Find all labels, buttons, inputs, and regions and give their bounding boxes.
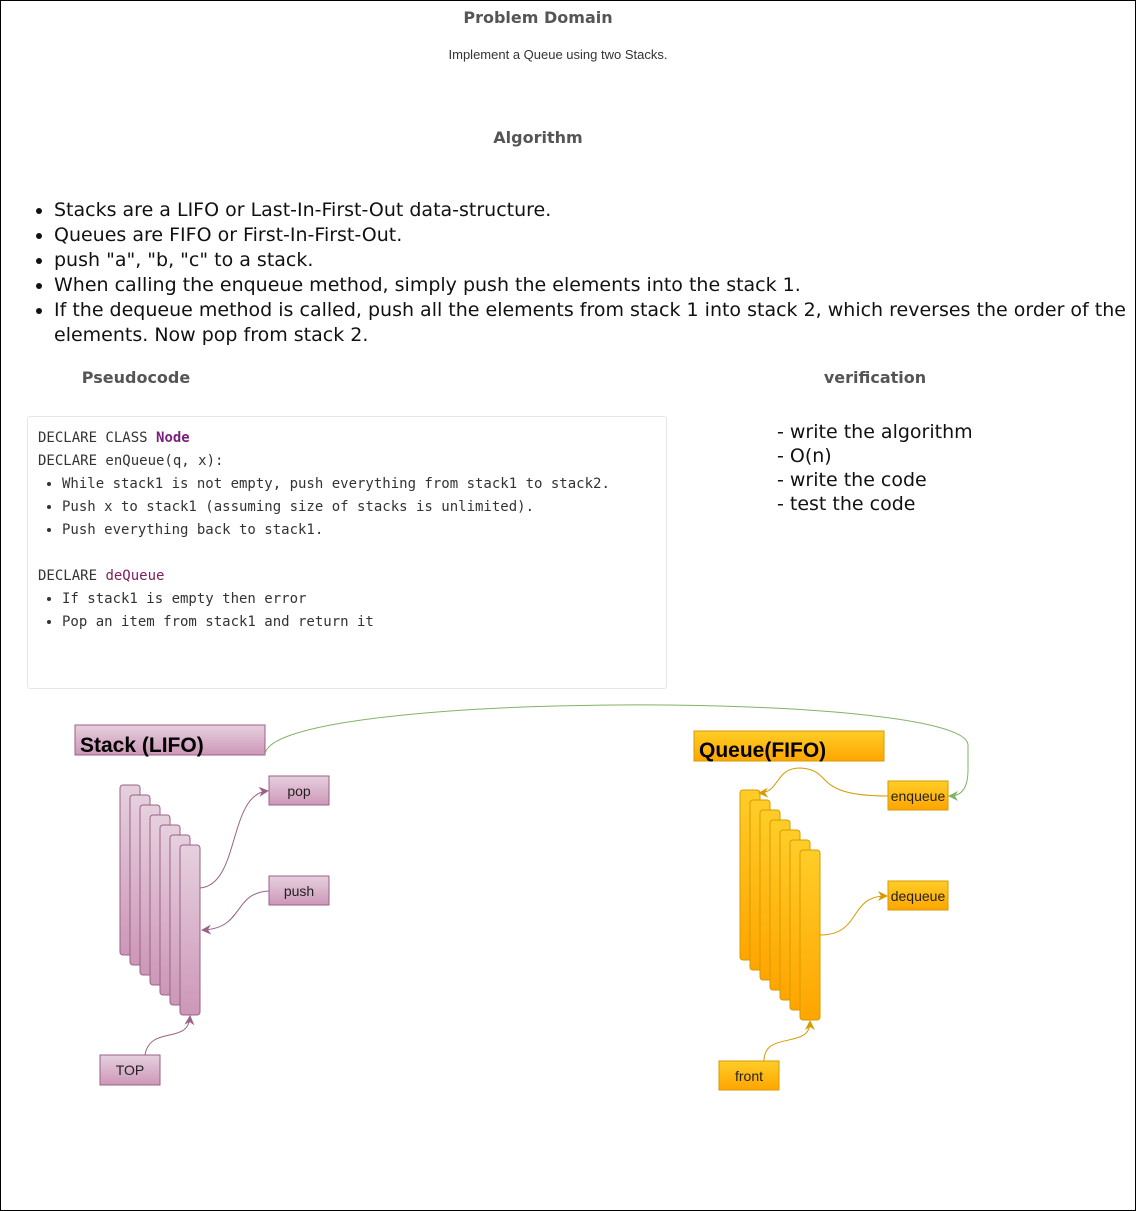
verification-item: - write the algorithm (777, 421, 973, 443)
push-arrow (203, 891, 269, 930)
queue-bar (800, 850, 820, 1020)
code-step: • While stack1 is not empty, push everything from stack1 to stack2. (62, 473, 656, 496)
problem-domain-heading: Problem Domain (463, 8, 613, 27)
pseudocode-heading: Pseudocode (81, 368, 191, 387)
algorithm-item: • push "a", "b, "c" to a stack. (54, 248, 1134, 273)
code-line: DECLARE enQueue(q, x): (38, 453, 224, 469)
top-arrow (145, 1017, 190, 1055)
algorithm-item: • If the dequeue method is called, push all the elements from stack 1 into stack 2, which reverses the order of the elements. Now pop from stack 2. (54, 298, 1134, 348)
verification-item: - O(n) (777, 445, 832, 467)
dequeue-label: dequeue (890, 888, 946, 904)
code-step: • If stack1 is empty then error (62, 588, 656, 611)
verification-item: - write the code (777, 469, 927, 491)
code-step: • Push x to stack1 (assuming size of stacks is unlimited). (62, 496, 656, 519)
queue-title: Queue(FIFO) (699, 739, 827, 762)
code-text: DECLARE CLASS (38, 430, 157, 446)
algorithm-heading: Algorithm (493, 128, 583, 147)
front-arrow (764, 1022, 810, 1061)
stack-title: Stack (LIFO) (80, 734, 204, 757)
pop-arrow (200, 791, 267, 888)
verification-heading: verification (823, 368, 927, 387)
enqueue-label: enqueue (890, 788, 946, 804)
code-keyword: Node (156, 430, 190, 446)
algorithm-item: • Stacks are a LIFO or Last-In-First-Out data-structure. (54, 198, 1134, 223)
algorithm-item: • Queues are FIFO or First-In-First-Out. (54, 223, 1134, 248)
front-label: front (734, 1068, 764, 1084)
dequeue-arrow (820, 896, 886, 935)
algorithm-item: • When calling the enqueue method, simply push the elements into the stack 1. (54, 273, 1134, 298)
code-keyword: deQueue (105, 568, 165, 584)
stack-bar (180, 845, 200, 1015)
problem-description: Implement a Queue using two Stacks. (448, 47, 668, 62)
code-step: • Pop an item from stack1 and return it (62, 611, 656, 634)
top-label: TOP (115, 1062, 145, 1078)
code-text: DECLARE (38, 568, 106, 584)
enqueue-arrow (760, 768, 888, 796)
stack-bars (120, 785, 200, 1015)
queue-bars (740, 790, 820, 1020)
verification-item: - test the code (777, 493, 916, 515)
pop-label: pop (287, 783, 311, 799)
push-label: push (283, 883, 315, 899)
code-step: • Push everything back to stack1. (62, 519, 656, 542)
